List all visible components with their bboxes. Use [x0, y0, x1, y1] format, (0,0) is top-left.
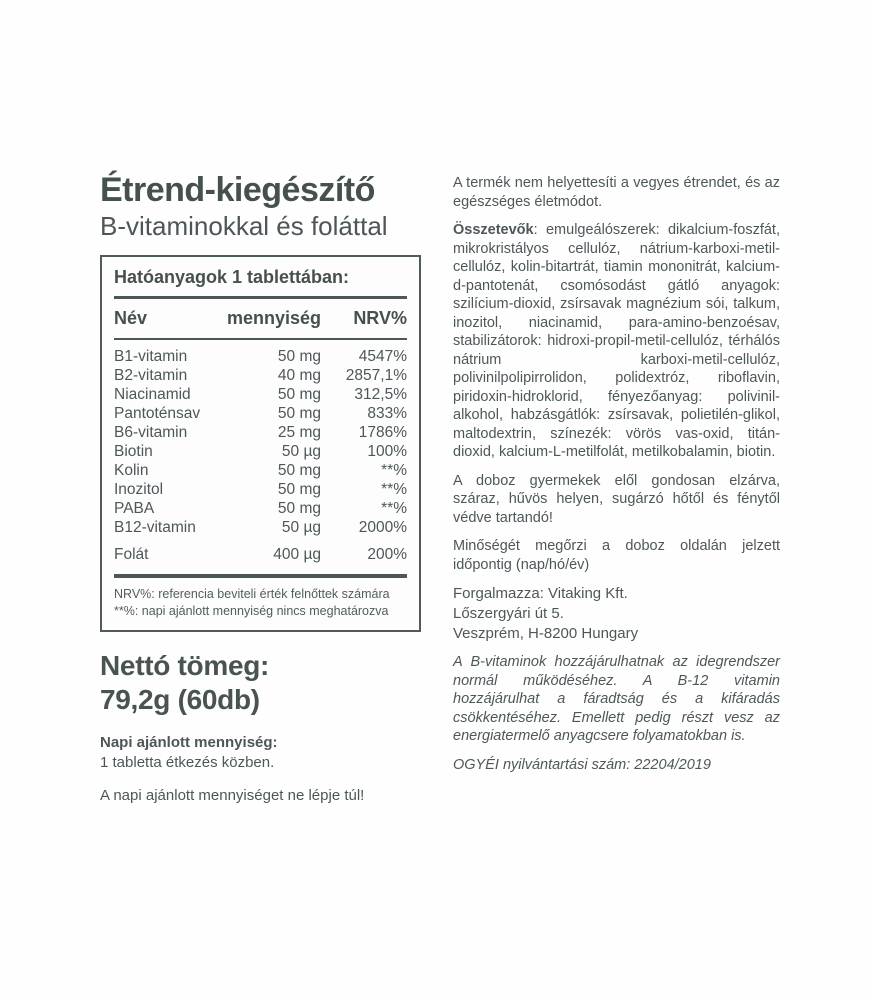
- nutrient-amount: 50 mg: [277, 347, 321, 365]
- distributor-name: Forgalmazza: Vitaking Kft.: [453, 585, 628, 602]
- nutrient-name: Niacinamid: [114, 385, 191, 403]
- footnote-asterisk: **%: napi ajánlott mennyiség nincs meghatározva: [114, 603, 389, 618]
- nutrient-amount: 50 mg: [277, 461, 321, 479]
- table-title: Hatóanyagok 1 tablettában:: [114, 266, 350, 287]
- health-claims: A B-vitaminok hozzájárulhatnak az idegrendszer normál működéséhez. A B-12 vitamin hozzájárulhat a fáradtság és a kifáradás csökkentéséhez. Emellett pedig részt vesz az energiatermelő anyagcsere folyamatokban is.: [453, 654, 780, 744]
- ingredients-paragraph: [453, 221, 780, 462]
- nutrient-name: Kolin: [114, 461, 149, 479]
- daily-dose: [100, 733, 421, 773]
- nutrient-nrv: **%: [381, 461, 407, 479]
- column-header-nrv: NRV%: [353, 307, 407, 328]
- table-row: [114, 461, 407, 480]
- nutrient-nrv: **%: [381, 480, 407, 498]
- ingredients-label: Összetevők: [453, 222, 534, 238]
- storage-warning: A doboz gyermekek elől gondosan elzárva, száraz, hűvös helyen, sugárzó hőtől és fénytől védve tartandó!: [453, 472, 780, 526]
- daily-dose-text: 1 tabletta étkezés közben.: [100, 753, 275, 771]
- distributor-city: Veszprém, H-8200 Hungary: [453, 625, 639, 642]
- net-weight-label: Nettó tömeg:: [100, 649, 270, 681]
- table-row: [114, 366, 407, 385]
- nutrient-name: Biotin: [114, 442, 153, 460]
- nutrient-name: PABA: [114, 499, 155, 517]
- nutrient-name: Pantoténsav: [114, 404, 201, 422]
- nutrient-amount: 50 mg: [277, 499, 321, 517]
- net-weight-value: 79,2g (60db): [100, 683, 260, 715]
- table-row: [114, 499, 407, 518]
- nutrient-name: Folát: [114, 545, 149, 563]
- daily-dose-label: Napi ajánlott mennyiség:: [100, 733, 278, 751]
- net-weight: [100, 649, 421, 717]
- nutrient-name: B2-vitamin: [114, 366, 188, 384]
- table-row: [114, 404, 407, 423]
- table-row: [114, 480, 407, 499]
- left-column: [100, 172, 421, 804]
- distributor-street: Lőszergyári út 5.: [453, 605, 564, 622]
- nutrient-amount: 50 mg: [277, 480, 321, 498]
- nutrient-nrv: 833%: [367, 404, 407, 422]
- table-footnotes: [114, 578, 407, 620]
- nutrient-nrv: **%: [381, 499, 407, 517]
- table-row: [114, 423, 407, 442]
- nutrient-name: Inozitol: [114, 480, 164, 498]
- distributor-block: [453, 584, 780, 644]
- nutrient-nrv: 312,5%: [354, 385, 407, 403]
- table-row: [114, 442, 407, 461]
- nutrient-nrv: 2857,1%: [345, 366, 407, 384]
- active-ingredients-table: [100, 255, 421, 632]
- nutrient-amount: 50 µg: [281, 442, 321, 460]
- nutrient-nrv: 4547%: [358, 347, 407, 365]
- product-title: Étrend-kiegészítő: [100, 171, 375, 209]
- product-subtitle: B-vitaminokkal és foláttal: [100, 210, 388, 241]
- nutrient-name: B12-vitamin: [114, 518, 196, 536]
- nutrient-name: B6-vitamin: [114, 423, 188, 441]
- dose-warning: A napi ajánlott mennyiséget ne lépje túl!: [100, 786, 365, 804]
- nutrient-amount: 50 mg: [277, 404, 321, 422]
- table-row: [114, 518, 407, 537]
- column-header-name: Név: [114, 307, 148, 328]
- column-header-amount: mennyiség: [226, 307, 321, 328]
- ingredients-text: : emulgeálószerek: dikalcium-foszfát, mikrokristályos cellulóz, nátrium-karboxi-metil-cellulóz, kolin-bitartrát, tiamin mononitrát, kalcium-d-pantotenát, csomósodást gátló anyagok: szilícium-dioxid, zsírsavak magnézium sói, talkum, inozitol, niacinamid, para-amino-benzoésav, stabilizátorok: hidroxi-propil-metil-cellulóz, térhálós nátrium karboxi-metil-cellulóz, polivinilpolipirrolidon, polidextróz, riboflavin, piridoxin-hidroklorid, fényezőanyag: polivinil-alkohol, habzásgátlók: zsírsavak, polietilén-glikol, maltodextrin, színezék: vörös vas-oxid, titán-dioxid, kalcium-L-metilfolát, metilkobalamin, biotin.: [453, 222, 780, 460]
- nutrient-nrv: 200%: [367, 545, 407, 563]
- nutrient-amount: 400 µg: [273, 545, 321, 563]
- quality-note: Minőségét megőrzi a doboz oldalán jelzett időpontig (nap/hó/év): [453, 538, 780, 573]
- table-column-headers: [114, 299, 407, 338]
- nutrient-amount: 50 µg: [281, 518, 321, 536]
- nutrient-amount: 40 mg: [277, 366, 321, 384]
- table-row: [114, 385, 407, 404]
- nutrient-amount: 50 mg: [277, 385, 321, 403]
- nutrient-nrv: 100%: [367, 442, 407, 460]
- registration-number: OGYÉI nyilvántartási szám: 22204/2019: [453, 756, 711, 773]
- nutrient-amount: 25 mg: [277, 423, 321, 441]
- right-column: [453, 174, 780, 784]
- footnote-nrv: NRV%: referencia beviteli érték felnőttek számára: [114, 586, 390, 601]
- table-rows: [114, 340, 407, 574]
- nutrient-nrv: 1786%: [358, 423, 407, 441]
- nutrient-nrv: 2000%: [358, 518, 407, 536]
- table-row: [114, 347, 407, 366]
- nutrient-name: B1-vitamin: [114, 347, 188, 365]
- table-row: [114, 545, 407, 564]
- diet-disclaimer: A termék nem helyettesíti a vegyes étrendet, és az egészséges életmódot.: [453, 175, 780, 210]
